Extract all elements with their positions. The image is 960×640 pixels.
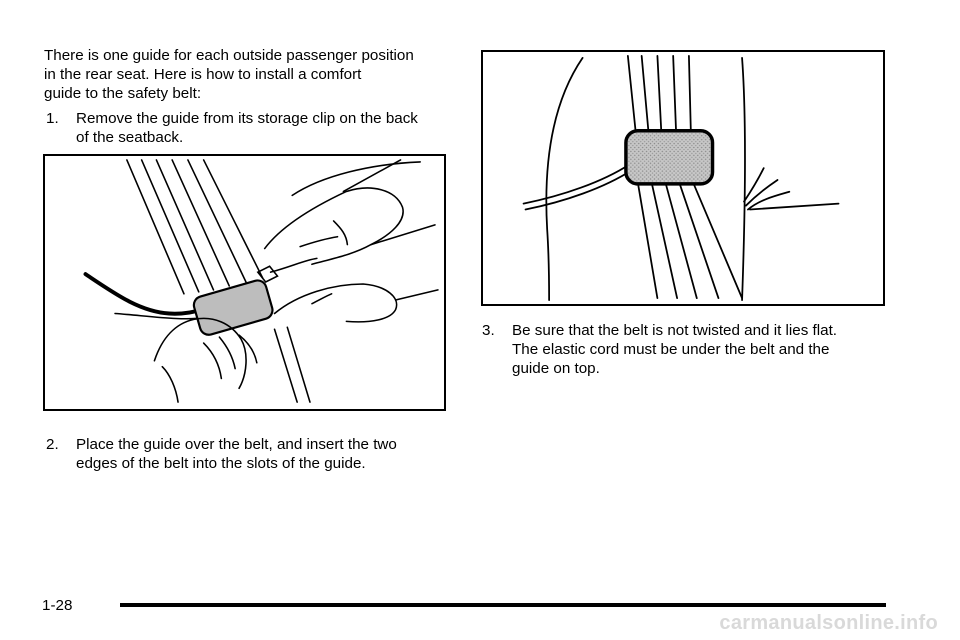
illustration-hands-guide — [45, 156, 444, 409]
figure-guide-installed — [481, 50, 885, 306]
step-text — [46, 109, 446, 147]
figure-remove-guide — [43, 154, 446, 411]
footer-rule — [120, 603, 886, 607]
illustration-belt-guide — [483, 52, 883, 304]
step-text — [482, 321, 882, 378]
step-line: of the seatback. — [76, 129, 184, 146]
step-line: Place the guide over the belt, and insert the two — [76, 436, 397, 453]
step-number: 2. — [46, 436, 59, 453]
intro-line: There is one guide for each outside passenger position — [44, 47, 414, 64]
step-3 — [482, 321, 882, 378]
page-number: 1-28 — [42, 597, 73, 614]
step-line: guide on top. — [512, 360, 600, 377]
watermark-text: carmanualsonline.info — [719, 612, 938, 634]
step-number: 3. — [482, 322, 495, 339]
intro-line: guide to the safety belt: — [44, 85, 202, 102]
step-line: Be sure that the belt is not twisted and it lies flat. — [512, 322, 838, 339]
step-text — [46, 435, 446, 473]
step-2 — [46, 435, 446, 473]
step-line: The elastic cord must be under the belt and the — [512, 341, 830, 358]
step-1 — [46, 109, 446, 147]
step-line: edges of the belt into the slots of the guide. — [76, 455, 366, 472]
intro-paragraph — [44, 46, 444, 103]
step-line: Remove the guide from its storage clip on the back — [76, 110, 418, 127]
step-number: 1. — [46, 110, 59, 127]
intro-line: in the rear seat. Here is how to install a comfort — [44, 66, 362, 83]
